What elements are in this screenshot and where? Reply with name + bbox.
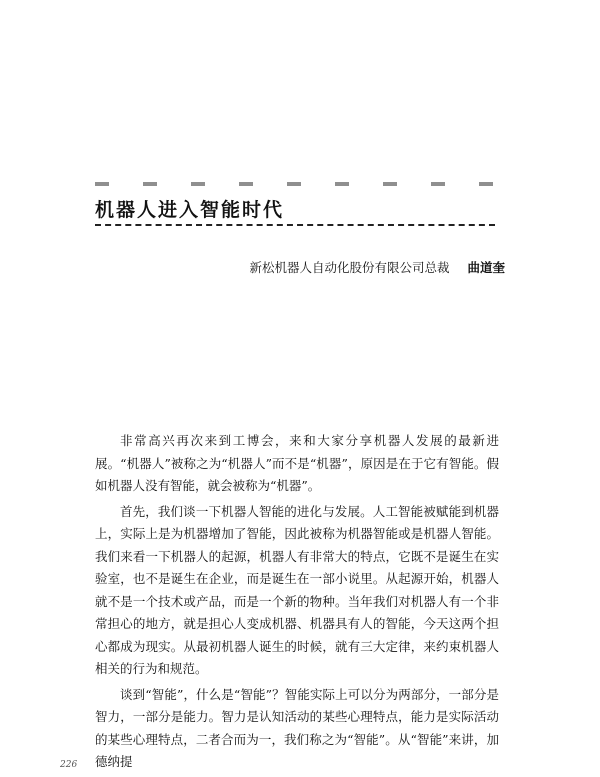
paragraph: 非常高兴再次来到工博会，来和大家分享机器人发展的最新进展。“机器人”被称之为“机器人”而不是“机器”，原因是在于它有智能。假如机器人没有智能，就会被称为“机器”。 — [95, 433, 499, 493]
decorative-top-marks — [95, 182, 495, 186]
paragraph: 谈到“智能”，什么是“智能”？智能实际上可以分为两部分，一部分是智力，一部分是能力。智力是认知活动的某些心理特点，能力是实际活动的某些心理特点，二者合而为一，我们称之为“智能”。从“智能”来讲，加德纳提 — [95, 686, 499, 769]
article-body — [95, 430, 499, 777]
byline — [249, 258, 505, 276]
title-divider — [95, 224, 495, 226]
paragraph: 首先，我们谈一下机器人智能的进化与发展。人工智能被赋能到机器上，实际上是为机器增加了智能，因此被称为机器智能或是机器人智能。我们来看一下机器人的起源，机器人有非常大的特点，它既不是诞生在实验室，也不是诞生在企业，而是诞生在一部小说里。从起源开始，机器人就不是一个技术或产品，而是一个新的物种。当年我们对机器人有一个非常担心的地方，就是担心人变成机器、机器具有人的智能，今天这两个担心都成为现实。从最初机器人诞生的时候，就有三大定律，来约束机器人相关的行为和规范。 — [95, 503, 499, 676]
page-number: 226 — [60, 760, 78, 770]
author-name: 曲道奎 — [467, 260, 505, 275]
author-affiliation: 新松机器人自动化股份有限公司总裁 — [249, 260, 450, 275]
article-title: 机器人进入智能时代 — [95, 199, 285, 221]
